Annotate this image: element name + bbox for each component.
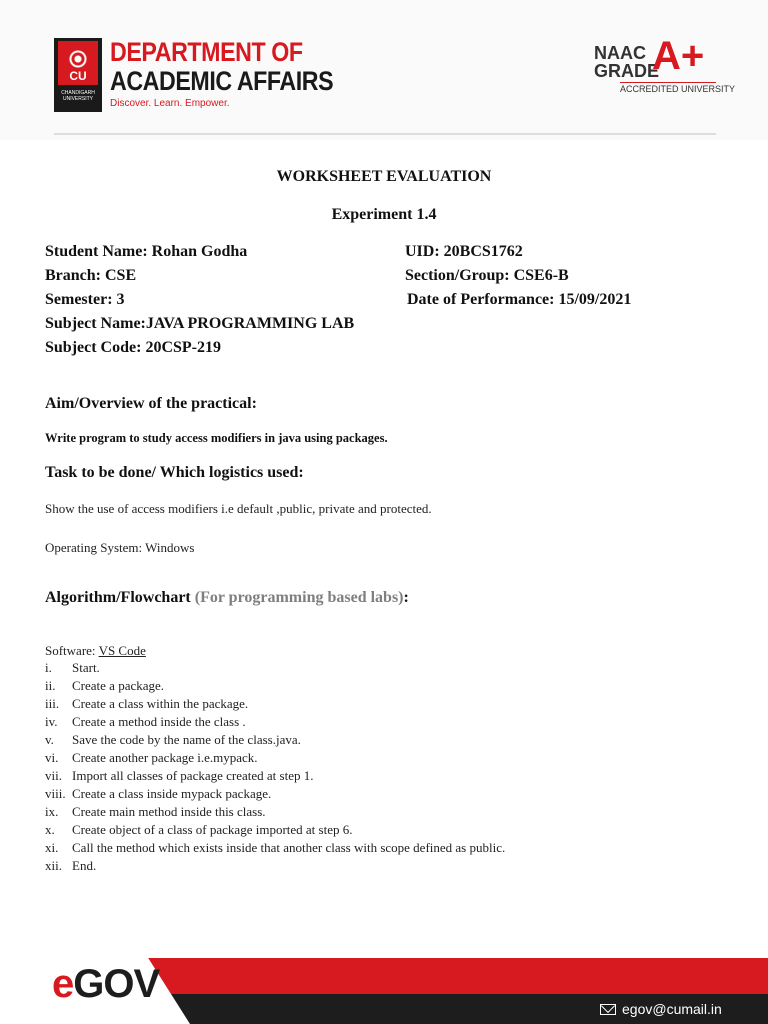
accredited-label: ACCREDITED UNIVERSITY — [620, 84, 736, 94]
os-text: Operating System: Windows — [45, 540, 195, 555]
step-text: Create another package i.e.mypack. — [72, 750, 258, 765]
step-text: End. — [72, 858, 97, 873]
algorithm-heading — [45, 589, 409, 607]
task-heading: Task to be done/ Which logistics used: — [45, 464, 304, 481]
step-number: i. — [45, 660, 52, 675]
naac-label: NAAC — [594, 43, 646, 63]
step-text: Save the code by the name of the class.java. — [72, 732, 301, 747]
uid: UID: 20BCS1762 — [405, 243, 523, 260]
branch: Branch: CSE — [45, 267, 137, 284]
step-number: ix. — [45, 804, 59, 819]
date-of-performance: Date of Performance: 15/09/2021 — [407, 291, 632, 308]
algorithm-heading-label: Algorithm/Flowchart — [45, 589, 191, 606]
step-number: iii. — [45, 696, 60, 711]
header-divider — [54, 133, 716, 135]
mail-icon — [600, 1004, 616, 1015]
step-number: vii. — [45, 768, 62, 783]
egov-logo-gov: GOV — [73, 962, 160, 1006]
university-logo — [54, 38, 102, 112]
software-line — [45, 643, 146, 659]
step-text: Create a package. — [72, 678, 165, 693]
aim-text: Write program to study access modifiers in java using packages. — [45, 431, 388, 445]
software-label: Software: — [45, 643, 96, 658]
step-number: vi. — [45, 750, 59, 765]
document-title: WORKSHEET EVALUATION — [276, 168, 492, 185]
department-title-line2: ACADEMIC AFFAIRS — [110, 66, 334, 96]
logo-subtext: CHANDIGARH UNIVERSITY — [61, 90, 95, 102]
subject-code: Subject Code: 20CSP-219 — [45, 339, 221, 356]
logo-letters: CU — [69, 69, 87, 83]
student-name: Student Name: Rohan Godha — [45, 243, 248, 260]
egov-logo — [52, 962, 159, 1007]
semester: Semester: 3 — [45, 291, 125, 308]
step-number: xi. — [45, 840, 59, 855]
step-text: Create a method inside the class . — [72, 714, 246, 729]
grade-value: A+ — [652, 34, 705, 78]
step-text: Start. — [72, 660, 100, 675]
naac-divider — [620, 82, 716, 83]
footer-email[interactable]: egov@cumail.in — [622, 1001, 722, 1017]
step-text: Create a class within the package. — [72, 696, 249, 711]
section-group: Section/Group: CSE6-B — [405, 267, 569, 284]
egov-logo-e: e — [52, 962, 74, 1006]
tagline: Discover. Learn. Empower. — [110, 98, 230, 109]
algorithm-heading-colon: : — [403, 589, 409, 606]
task-text: Show the use of access modifiers i.e default ,public, private and protected. — [45, 501, 432, 516]
algorithm-heading-note: (For programming based labs) — [194, 589, 404, 606]
experiment-number: Experiment 1.4 — [331, 206, 437, 223]
aim-heading: Aim/Overview of the practical: — [45, 395, 257, 412]
department-title-line1: DEPARTMENT OF — [110, 37, 303, 67]
letterhead — [0, 0, 768, 140]
step-text: Call the method which exists inside that another class with scope defined as public. — [72, 840, 506, 855]
grade-label: GRADE — [594, 61, 660, 81]
step-text: Create main method inside this class. — [72, 804, 266, 819]
step-number: viii. — [45, 786, 66, 801]
step-text: Create a class inside mypack package. — [72, 786, 272, 801]
step-number: xii. — [45, 858, 62, 873]
step-number: v. — [45, 732, 54, 747]
software-value: VS Code — [98, 643, 146, 658]
step-text: Create object of a class of package imported at step 6. — [72, 822, 353, 837]
step-text: Import all classes of package created at step 1. — [72, 768, 314, 783]
subject-name: Subject Name:JAVA PROGRAMMING LAB — [45, 315, 355, 332]
step-number: ii. — [45, 678, 56, 693]
step-number: iv. — [45, 714, 58, 729]
step-number: x. — [45, 822, 55, 837]
